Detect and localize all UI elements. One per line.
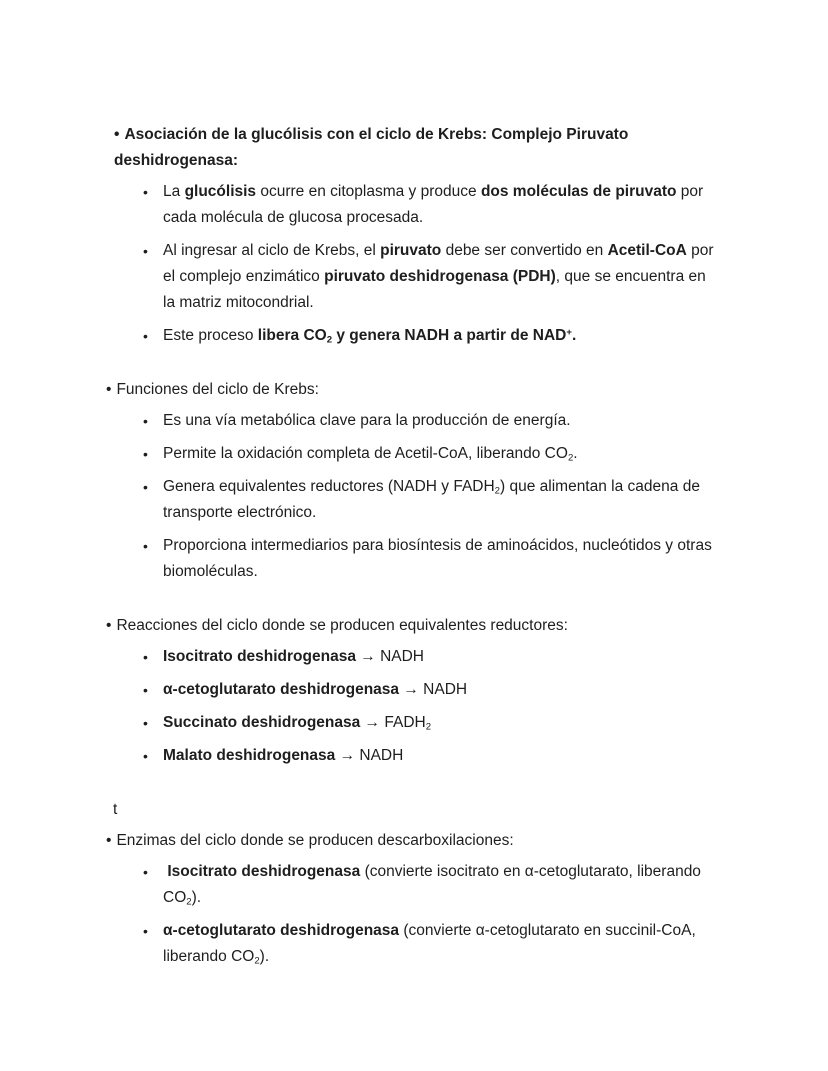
list-item-text bbox=[163, 859, 715, 911]
list-item bbox=[143, 918, 715, 970]
list-item bbox=[143, 533, 715, 585]
text-segment: . bbox=[573, 445, 578, 462]
list-item bbox=[143, 859, 715, 911]
text-segment: Reacciones del ciclo donde se producen equivalentes reductores: bbox=[116, 617, 568, 634]
bullet-icon: • bbox=[143, 446, 148, 462]
list-item-text bbox=[163, 533, 715, 585]
text-segment: ). bbox=[259, 948, 270, 965]
list-item-text bbox=[163, 677, 715, 703]
text-segment: libera CO bbox=[257, 327, 327, 344]
text-segment: t bbox=[113, 801, 118, 818]
list-item-text bbox=[163, 179, 715, 231]
list-item bbox=[143, 408, 715, 434]
list-item-text bbox=[163, 644, 715, 670]
list-item-text bbox=[163, 441, 715, 467]
text-segment: La bbox=[163, 183, 185, 200]
list-item-text bbox=[163, 918, 715, 970]
bullet-list bbox=[106, 644, 715, 769]
list-item-text bbox=[163, 743, 715, 769]
text-segment: por cada molécula de glucosa procesada. bbox=[163, 183, 704, 226]
text-segment: Isocitrato deshidrogenasa bbox=[163, 648, 356, 665]
bullet-icon: • bbox=[143, 923, 148, 939]
text-segment: Al ingresar al ciclo de Krebs, el bbox=[163, 242, 381, 259]
list-item-text bbox=[163, 474, 715, 526]
bullet-icon: • bbox=[143, 328, 148, 344]
text-segment: (convierte α-cetoglutarato en succinil-CoA, liberando CO bbox=[163, 922, 696, 965]
list-item bbox=[143, 441, 715, 467]
text-segment: dos moléculas de piruvato bbox=[480, 183, 677, 200]
text-segment: ). bbox=[191, 889, 202, 906]
bullet-icon: • bbox=[106, 617, 112, 634]
text-segment: → NADH bbox=[335, 747, 404, 764]
section-heading bbox=[114, 122, 715, 174]
subscript-text: 2 bbox=[254, 955, 260, 967]
text-segment: Es una vía metabólica clave para la producción de energía. bbox=[163, 412, 571, 429]
text-segment: (convierte isocitrato en α-cetoglutarato, liberando CO bbox=[163, 863, 701, 906]
bullet-icon: • bbox=[143, 864, 148, 880]
text-segment: debe ser convertido en bbox=[441, 242, 608, 259]
bullet-icon: • bbox=[143, 479, 148, 495]
section-reacciones-equivalentes-reductores bbox=[106, 613, 715, 769]
list-item bbox=[143, 677, 715, 703]
bullet-icon: • bbox=[143, 413, 148, 429]
text-segment: . bbox=[571, 327, 577, 344]
text-segment: Isocitrato deshidrogenasa bbox=[167, 863, 361, 880]
bullet-list bbox=[106, 408, 715, 585]
list-item-text bbox=[163, 323, 715, 349]
section-asociacion-glucolisis bbox=[106, 122, 715, 349]
text-segment: por el complejo enzimático bbox=[163, 242, 714, 285]
bullet-icon: • bbox=[143, 682, 148, 698]
text-segment: ) que alimentan la cadena de transporte electrónico. bbox=[163, 478, 700, 521]
text-segment: Succinato deshidrogenasa bbox=[163, 714, 361, 731]
text-segment: piruvato deshidrogenasa (PDH) bbox=[324, 268, 556, 285]
text-segment: glucólisis bbox=[184, 183, 257, 200]
section-enzimas-descarboxilaciones bbox=[106, 828, 715, 970]
text-segment: α-cetoglutarato deshidrogenasa bbox=[163, 681, 400, 698]
list-item bbox=[143, 644, 715, 670]
text-segment: → FADH bbox=[360, 714, 426, 731]
subscript-text: 2 bbox=[425, 721, 432, 733]
bullet-icon: • bbox=[143, 243, 148, 259]
list-item-text bbox=[163, 238, 715, 316]
list-item bbox=[143, 474, 715, 526]
document-content bbox=[106, 122, 715, 970]
bullet-icon: • bbox=[106, 832, 112, 849]
bullet-icon: • bbox=[143, 715, 148, 731]
section-heading bbox=[106, 613, 715, 639]
bullet-icon: • bbox=[114, 126, 120, 143]
bullet-icon: • bbox=[143, 748, 148, 764]
bullet-icon: • bbox=[143, 184, 148, 200]
list-item bbox=[143, 710, 715, 736]
text-segment: → NADH bbox=[355, 648, 424, 665]
superscript-text: + bbox=[566, 327, 572, 339]
text-segment: Acetil-CoA bbox=[607, 242, 687, 259]
section-heading bbox=[106, 377, 715, 403]
subscript-text: 2 bbox=[567, 452, 574, 464]
text-segment: α-cetoglutarato deshidrogenasa bbox=[163, 922, 400, 939]
bullet-list bbox=[106, 859, 715, 970]
list-item-text bbox=[163, 408, 715, 434]
subscript-text: 2 bbox=[186, 896, 192, 908]
stray-paragraph bbox=[113, 797, 715, 823]
text-segment: Genera equivalentes reductores (NADH y FADH bbox=[163, 478, 495, 495]
text-segment: Malato deshidrogenasa bbox=[163, 747, 336, 764]
list-item bbox=[143, 179, 715, 231]
text-segment: Asociación de la glucólisis con el ciclo de Krebs: Complejo Piruvato deshidrogenasa: bbox=[114, 126, 629, 169]
text-segment: y genera NADH a partir de NAD bbox=[332, 327, 567, 344]
section-heading bbox=[106, 828, 715, 854]
text-segment: Enzimas del ciclo donde se producen descarboxilaciones: bbox=[116, 832, 514, 849]
subscript-text: 2 bbox=[494, 485, 501, 497]
text-segment: Permite la oxidación completa de Acetil-CoA, liberando CO bbox=[163, 445, 568, 462]
text-segment: piruvato bbox=[380, 242, 442, 259]
text-segment: , que se encuentra en la matriz mitocondrial. bbox=[163, 268, 706, 311]
list-item bbox=[143, 238, 715, 316]
bullet-list bbox=[106, 179, 715, 349]
list-item-text bbox=[163, 710, 715, 736]
bullet-icon: • bbox=[143, 538, 148, 554]
text-segment: Este proceso bbox=[163, 327, 258, 344]
bullet-icon: • bbox=[143, 649, 148, 665]
text-segment: Proporciona intermediarios para biosíntesis de aminoácidos, nucleótidos y otras biomoléculas. bbox=[163, 537, 712, 580]
section-funciones-ciclo-krebs bbox=[106, 377, 715, 585]
text-segment: → NADH bbox=[399, 681, 468, 698]
list-item bbox=[143, 323, 715, 349]
text-segment: ocurre en citoplasma y produce bbox=[256, 183, 481, 200]
subscript-text: 2 bbox=[326, 334, 333, 346]
bullet-icon: • bbox=[106, 381, 112, 398]
text-segment: Funciones del ciclo de Krebs: bbox=[116, 381, 319, 398]
list-item bbox=[143, 743, 715, 769]
